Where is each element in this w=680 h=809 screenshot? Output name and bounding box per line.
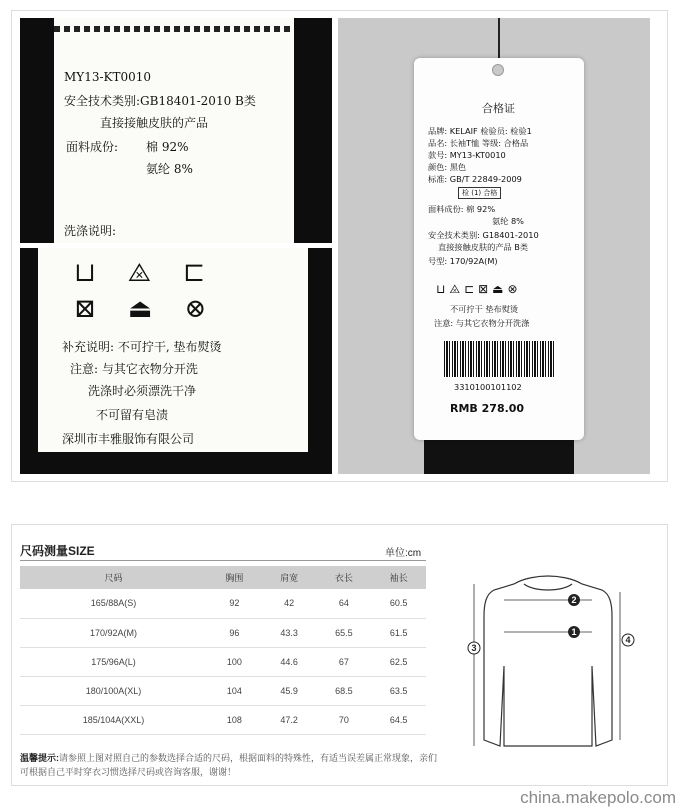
shirt-outline (484, 576, 612, 746)
table-header-row (20, 566, 426, 589)
company-name: 深圳市丰雅服饰有限公司 (62, 432, 195, 446)
no-dryclean-icon: ⊗ (184, 294, 207, 324)
tag-care-icons: ⊔⨻⊏⊠⏏⊗ (436, 282, 522, 296)
fabric-label: 面料成份: (66, 140, 119, 154)
soap-note: 不可留有皂渍 (96, 408, 169, 422)
cell: 67 (316, 647, 371, 676)
tag-hole (492, 64, 504, 76)
tag-spandex: 氨纶 8% (492, 216, 524, 226)
cell: 175/96A(L) (20, 647, 207, 676)
hang-tag-photo (338, 18, 650, 474)
tip-text: 请参照上图对照自己的参数选择合适的尺码，根据面料的特殊性，有适当误差属正常现象，亲们可根据自己平时穿衣习惯选择尺码或咨询客服，谢谢！ (20, 753, 438, 777)
tag-care-note2: 注意: 与其它衣物分开洗涤 (434, 318, 530, 328)
col-length: 衣长 (316, 566, 371, 589)
cell: 185/104A(XXL) (20, 705, 207, 734)
marker-1-label: 1 (571, 627, 577, 637)
iron-icon: ⏏ (127, 294, 153, 324)
table-row (20, 589, 426, 618)
col-chest: 胸围 (207, 566, 262, 589)
cell: 68.5 (316, 676, 371, 705)
cell: 64.5 (371, 705, 426, 734)
tag-product-name: 品名: 长袖T恤 等级: 合格品 (428, 138, 529, 148)
tag-inspection-stamp: 检 (1) 合格 (458, 187, 501, 199)
table-row (20, 618, 426, 647)
supplement-note: 补充说明: 不可拧干, 垫布熨烫 (62, 340, 222, 354)
title-underline (20, 560, 426, 561)
collar (524, 584, 572, 590)
tag-barcode-number: 3310100101102 (454, 382, 522, 392)
tag-size: 号型: 170/92A(M) (428, 256, 498, 266)
table-row (20, 676, 426, 705)
cell: 64 (316, 589, 371, 618)
care-label-photo-bottom (20, 248, 332, 474)
cotton-percent: 棉 92% (146, 140, 189, 154)
safety-category: 安全技术类别:GB18401-2010 B类 (64, 94, 256, 108)
marker-3-label: 3 (471, 643, 477, 653)
cell: 44.6 (262, 647, 317, 676)
skin-contact-note: 直接接触皮肤的产品 (100, 116, 209, 130)
measurement-diagram (452, 570, 652, 760)
size-chart-title: 尺码测量SIZE (20, 544, 95, 558)
warm-tip (20, 751, 440, 779)
cell: 45.9 (262, 676, 317, 705)
tag-fabric: 面料成份: 棉 92% (428, 204, 496, 214)
marker-2-label: 2 (571, 595, 577, 605)
spandex-percent: 氨纶 8% (146, 162, 193, 176)
table-row (20, 647, 426, 676)
tag-standard: 标准: GB/T 22849-2009 (428, 174, 522, 184)
watermark: china.makepolo.com (520, 788, 676, 807)
cell: 100 (207, 647, 262, 676)
col-size: 尺码 (20, 566, 207, 589)
tag-price: RMB 278.00 (450, 402, 525, 415)
rinse-note: 洗涤时必须漂洗干净 (88, 384, 197, 398)
wash-icon: ⊔ (74, 258, 96, 288)
cell: 63.5 (371, 676, 426, 705)
table-row (20, 705, 426, 734)
cell: 92 (207, 589, 262, 618)
cell: 43.3 (262, 618, 317, 647)
hang-tag (414, 58, 584, 440)
cell: 165/88A(S) (20, 589, 207, 618)
cell: 47.2 (262, 705, 317, 734)
care-label-photo-top (20, 18, 332, 243)
size-chart-unit: 单位:cm (385, 548, 422, 559)
cell: 60.5 (371, 589, 426, 618)
tag-contact: 直接接触皮肤的产品 B类 (438, 242, 529, 252)
cell: 108 (207, 705, 262, 734)
size-table (20, 566, 426, 735)
cell: 62.5 (371, 647, 426, 676)
col-sleeve: 袖长 (371, 566, 426, 589)
care-label-top (54, 18, 294, 243)
care-icons-row1 (74, 258, 205, 288)
col-shoulder: 肩宽 (262, 566, 317, 589)
care-icons-row2 (74, 294, 206, 324)
no-bleach-icon: ⨻ (127, 258, 151, 288)
hang-dry-icon: ⊏ (183, 258, 206, 288)
cell: 180/100A(XL) (20, 676, 207, 705)
tag-barcode (444, 341, 556, 377)
tag-model: 款号: MY13-KT0010 (428, 150, 506, 160)
tag-safety: 安全技术类别: G18401-2010 (428, 230, 539, 240)
tag-care-note1: 不可拧干 垫布熨烫 (450, 304, 519, 314)
tag-color: 颜色: 黑色 (428, 162, 467, 172)
no-tumble-icon: ⊠ (74, 294, 96, 324)
cell: 96 (207, 618, 262, 647)
cell: 104 (207, 676, 262, 705)
tag-title: 合格证 (482, 102, 515, 115)
marker-4-label: 4 (625, 635, 631, 645)
tip-label: 温馨提示: (20, 753, 59, 763)
separate-wash-note: 注意: 与其它衣物分开洗 (70, 362, 198, 376)
cell: 61.5 (371, 618, 426, 647)
cell: 65.5 (316, 618, 371, 647)
care-label-bottom (38, 248, 308, 452)
wash-instructions-label: 洗涤说明: (64, 224, 117, 238)
cell: 70 (316, 705, 371, 734)
tag-brand: 品牌: KELAIF 检验员: 检验1 (428, 126, 532, 136)
cell: 42 (262, 589, 317, 618)
model-number: MY13-KT0010 (64, 70, 152, 84)
cell: 170/92A(M) (20, 618, 207, 647)
